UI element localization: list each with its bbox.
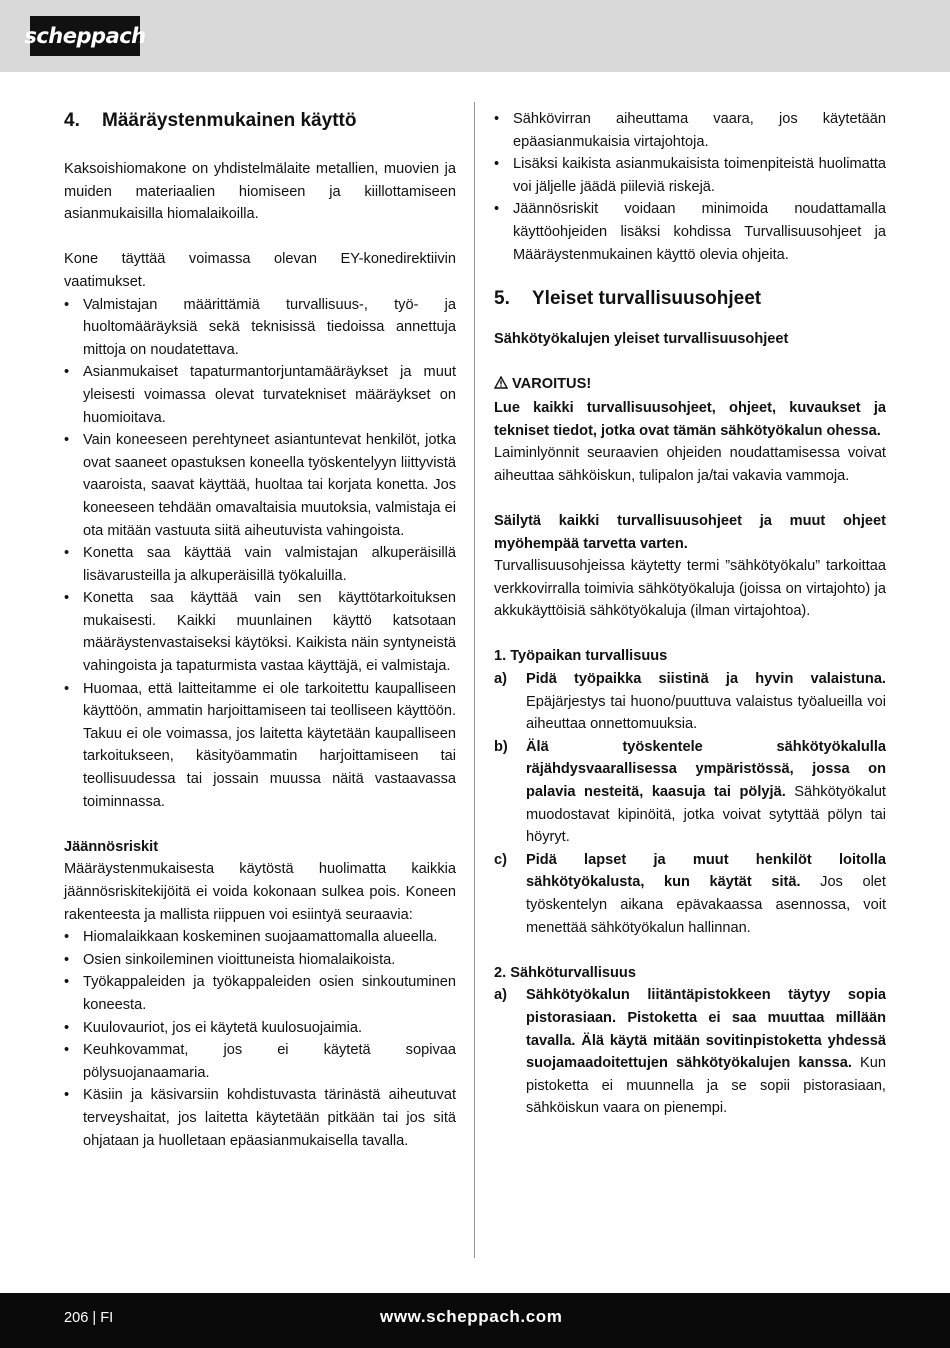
residual-risks-paragraph: Määräystenmukaisesta käytöstä huolimatta kaikkia jäännösriskitekijöitä ei voida kokonaan sulkea pois. Koneen rakenteesta ja mallista riippuen voi esiintyä seuraavia: — [64, 861, 456, 923]
list-item: • Vain koneeseen perehtyneet asiantuntevat henkilöt, jotka ovat saaneet opastuksen koneella työskentelyyn liittyvistä vaaroista, saavat käyttää, huoltaa tai korjata konetta. Jos koneeseen tehdään omavaltaisia muutoksia, valmistaja ei ota mitään vastuuta siitä aiheutuvista vahingoista. — [64, 429, 456, 542]
section-number: 5. — [494, 288, 510, 310]
section-4-heading — [64, 108, 456, 134]
page-footer — [0, 1293, 950, 1348]
list-item: • Kuulovauriot, jos ei käytetä kuulosuojaimia. — [64, 1017, 456, 1040]
list-item: • Konetta saa käyttää vain valmistajan alkuperäisillä lisävarusteilla ja alkuperäisillä työkaluilla. — [64, 542, 456, 587]
electrical-safety-heading: 2. Sähköturvallisuus — [494, 964, 636, 981]
section-title: Määräystenmukainen käyttö — [102, 110, 357, 131]
list-item: • Osien sinkoileminen vioittuneista hiomalaikoista. — [64, 949, 456, 972]
list-item: • Keuhkovammat, jos ei käytetä sopivaa pölysuojanaamaria. — [64, 1039, 456, 1084]
page-number: 206 | FI — [64, 1310, 114, 1326]
section-title: Yleiset turvallisuusohjeet — [532, 288, 762, 310]
list-item: • Lisäksi kaikista asianmukaisista toimenpiteistä huolimatta voi jäljelle jäädä piileviä riskejä. — [494, 153, 886, 198]
list-item: • Konetta saa käyttää vain sen käyttötarkoituksen mukaisesti. Kaikki muunlainen käyttö katsotaan määräystenvastaiseksi käytöksi. Kaikista näin syntyneistä vahingoista ja tapaturmista vastaa käyttäjä, ei valmistaja. — [64, 587, 456, 677]
residual-risks-heading: Jäännösriskit — [64, 838, 159, 855]
website-link[interactable]: www.scheppach.com — [380, 1307, 563, 1326]
general-safety-subheading: Sähkötyökalujen yleiset turvallisuusohjeet — [494, 331, 789, 348]
list-item: • Sähkövirran aiheuttama vaara, jos käytetään epäasianmukaisia virtajohtoja. — [494, 108, 886, 153]
warning-text: Laiminlyönnit seuraavien ohjeiden noudattamisessa voivat aiheuttaa sähköiskun, tulipalon ja/tai vakavia vammoja. — [494, 445, 886, 484]
list-item: • Työkappaleiden ja työkappaleiden osien sinkoutuminen koneesta. — [64, 971, 456, 1016]
warning-label: VAROITUS! — [494, 373, 886, 397]
workplace-safety-heading: 1. Työpaikan turvallisuus — [494, 648, 668, 665]
warning-triangle-icon — [494, 374, 509, 397]
scheppach-logo: scheppach — [30, 16, 140, 56]
warning-bold-text: Lue kaikki turvallisuusohjeet, ohjeet, kuvaukset ja tekniset tiedot, jotka ovat tämän sähkötyökalun ohessa. — [494, 399, 886, 439]
left-column — [64, 108, 456, 1152]
section-number: 4. — [64, 110, 80, 131]
list-item: • Valmistajan määrittämiä turvallisuus-, työ- ja huoltomääräyksiä sekä teknisissä tiedoissa annettuja mittoja on noudatettava. — [64, 294, 456, 362]
list-item: b) Älä työskentele sähkötyökalulla räjähdysvaarallisessa ympäristössä, jossa on palavia nesteitä, kaasuja tai pölyjä. Sähkötyökalut muodostavat kipinöitä, jotka voivat sytyttää pölyn tai höyryt. — [494, 738, 886, 846]
column-divider — [474, 102, 475, 1258]
directive-paragraph: Kone täyttää voimassa olevan EY-konedirektiivin vaatimukset. — [64, 251, 456, 290]
list-item: a) Sähkötyökalun liitäntäpistokkeen täytyy sopia pistorasiaan. Pistoketta ei saa muuttaa millään tavalla. Älä käytä mitään sovitinpistoketta yhdessä suojamaadoitettujen sähkötyökalujen kanssa. Kun pistoketta ei muunnella ja se sopii pistorasiaan, sähköiskun vaara on pienempi. — [494, 987, 886, 1117]
keep-instructions-text: Turvallisuusohjeissa käytetty termi ”sähkötyökalu” tarkoittaa verkkovirralla toimivia sähkötyökaluja (joissa on virtajohto) ja akkukäyttöisiä sähkötyökaluja (ilman virtajohtoa). — [494, 558, 886, 620]
list-item: • Jäännösriskit voidaan minimoida noudattamalla käyttöohjeiden lisäksi kohdissa Turvallisuusohjeet ja Määräystenmukainen käyttö olevia ohjeita. — [494, 198, 886, 266]
list-item: • Asianmukaiset tapaturmantorjuntamääräykset ja muut yleisesti voimassa olevat turvatekniset määräykset on huomioitava. — [64, 361, 456, 429]
list-item: c) Pidä lapset ja muut henkilöt loitolla sähkötyökalusta, kun käytät sitä. Jos olet työskentelyn aikana epävakaassa asennossa, voit menettää sähkötyökalun hallinnan. — [494, 851, 886, 936]
electrical-safety-list — [494, 984, 886, 1120]
page-header — [0, 0, 950, 72]
residual-risks-list — [64, 926, 456, 1152]
usage-rules-list — [64, 294, 456, 814]
right-column — [494, 108, 886, 1120]
list-item: • Huomaa, että laitteitamme ei ole tarkoitettu kaupalliseen käyttöön, ammatin harjoittamiseen tai teolliseen käyttöön. Takuu ei ole voimassa, jos laitetta käytetään kaupalliseen tarkoitukseen, käsityöammatin harjoittamiseen tai teollisuudessa tai jossain muussa näitä vastaavassa toiminnassa. — [64, 678, 456, 814]
section-5-heading — [494, 286, 886, 312]
list-item: a) Pidä työpaikka siistinä ja hyvin valaistuna. Epäjärjestys tai huono/puuttuva valaistus työalueilla voi aiheuttaa onnettomuuksia. — [494, 671, 886, 733]
intro-paragraph: Kaksoishiomakone on yhdistelmälaite metallien, muovien ja muiden materiaalien hiomiseen ja kiillottamiseen asianmukaisilla hiomalaikoilla. — [64, 161, 456, 223]
list-item: • Hiomalaikkaan koskeminen suojaamattomalla alueella. — [64, 926, 456, 949]
workplace-safety-list — [494, 668, 886, 939]
list-item: • Käsiin ja käsivarsiin kohdistuvasta tärinästä aiheutuvat terveyshaitat, jos laitetta käytetään pitkään tai jos sitä ohjataan ja huolletaan epäasianmukaisella tavalla. — [64, 1084, 456, 1152]
keep-instructions-bold: Säilytä kaikki turvallisuusohjeet ja muut ohjeet myöhempää tarvetta varten. — [494, 512, 886, 552]
residual-risks-list-continued — [494, 108, 886, 266]
